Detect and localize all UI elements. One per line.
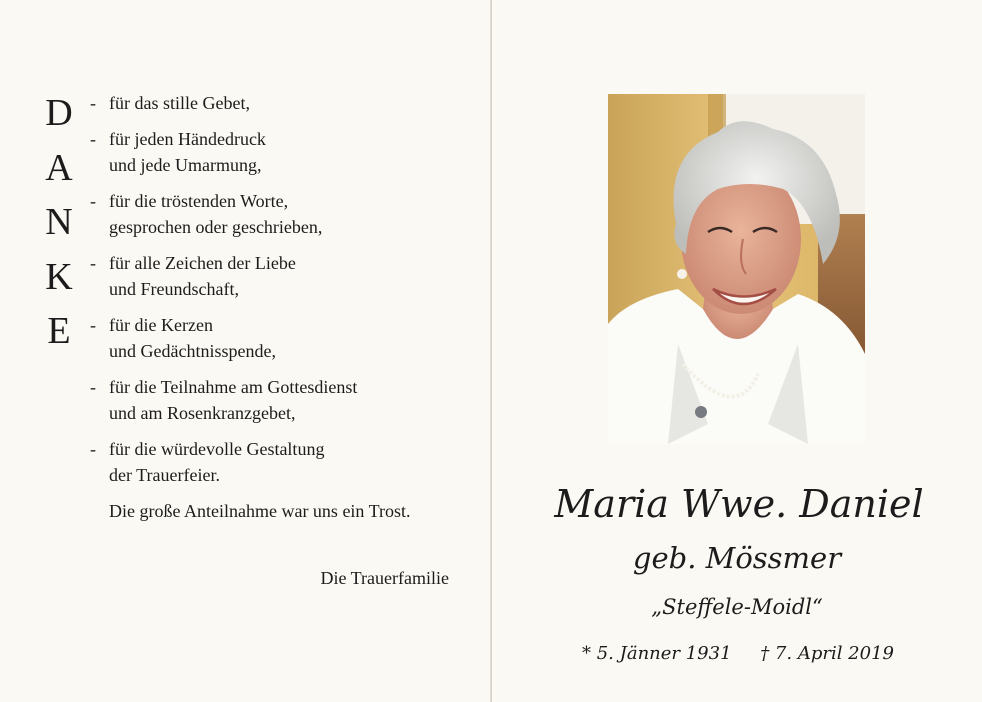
dash-bullet: - (90, 439, 96, 459)
birth-date: * 5. Jänner 1931 (582, 643, 732, 664)
danke-letter: A (45, 146, 73, 189)
portrait-photo (608, 94, 865, 444)
thanks-item (90, 374, 470, 426)
portrait-illustration (608, 94, 865, 444)
thanks-item-line: und Freundschaft, (109, 279, 239, 299)
thanks-item (90, 90, 470, 116)
danke-letter: K (45, 255, 73, 298)
thanks-item (90, 436, 470, 488)
danke-heading (44, 86, 74, 359)
thanks-item (90, 312, 470, 364)
dash-bullet: - (90, 191, 96, 211)
dash-bullet: - (90, 129, 96, 149)
death-date: † 7. April 2019 (760, 643, 894, 664)
danke-letter: N (45, 201, 73, 243)
danke-letter: D (45, 92, 73, 134)
thanks-item-line: gesprochen oder geschrieben, (109, 217, 323, 237)
closing-sentence: Die große Anteilnahme war uns ein Trost. (109, 501, 411, 521)
thanks-item-line: für jeden Händedruck (109, 129, 266, 149)
thanks-item-line: für das stille Gebet, (109, 93, 250, 113)
signature: Die Trauerfamilie (320, 568, 449, 588)
thanks-list (90, 90, 470, 488)
thanks-item-line: für die tröstenden Worte, (109, 191, 289, 211)
thanks-item-line: der Trauerfeier. (109, 465, 220, 485)
right-page (492, 0, 982, 702)
dash-bullet: - (90, 377, 96, 397)
deceased-name: Maria Wwe. Daniel (554, 482, 924, 526)
thanks-item (90, 126, 470, 178)
thanks-item-line: für alle Zeichen der Liebe (109, 253, 296, 273)
dash-bullet: - (90, 315, 96, 335)
danke-letter: E (47, 310, 71, 352)
thanks-item-line: für die Kerzen (109, 315, 213, 335)
maiden-name: geb. Mössmer (632, 541, 842, 575)
thanks-item-line: für die Teilnahme am Gottesdienst (109, 377, 358, 397)
thanks-item-line: und jede Umarmung, (109, 155, 262, 175)
thanks-item (90, 188, 470, 240)
thanks-item-line: und am Rosenkranzgebet, (109, 403, 296, 423)
nickname: „Steffele-Moidl“ (651, 595, 823, 619)
dash-bullet: - (90, 253, 96, 273)
thanks-item-line: für die würdevolle Gestaltung (109, 439, 325, 459)
thanks-item-line: und Gedächtnisspende, (109, 341, 276, 361)
dash-bullet: - (90, 93, 96, 113)
thanks-item (90, 250, 470, 302)
